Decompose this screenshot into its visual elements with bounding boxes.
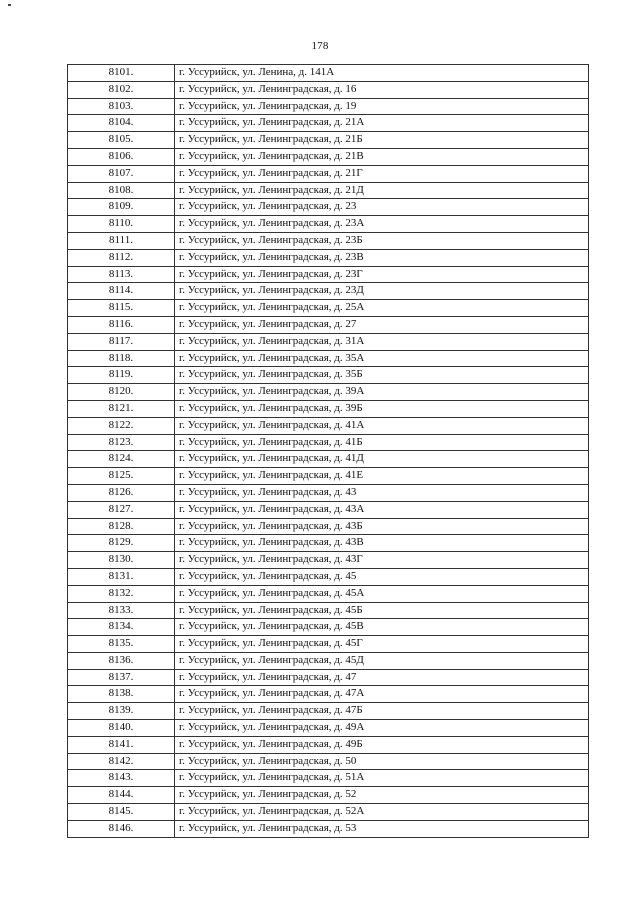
row-number-cell: 8112.	[68, 249, 175, 266]
table-row	[68, 232, 589, 249]
address-cell: г. Уссурийск, ул. Ленинградская, д. 47А	[175, 686, 589, 703]
row-number-cell: 8123.	[68, 434, 175, 451]
row-number-cell: 8144.	[68, 787, 175, 804]
table-row	[68, 770, 589, 787]
row-number-cell: 8136.	[68, 652, 175, 669]
address-cell: г. Уссурийск, ул. Ленинградская, д. 39Б	[175, 400, 589, 417]
row-number-cell: 8141.	[68, 736, 175, 753]
address-cell: г. Уссурийск, ул. Ленинградская, д. 21Б	[175, 132, 589, 149]
address-cell: г. Уссурийск, ул. Ленинградская, д. 31А	[175, 333, 589, 350]
row-number-cell: 8106.	[68, 148, 175, 165]
table-row	[68, 249, 589, 266]
row-number-cell: 8139.	[68, 703, 175, 720]
table-row	[68, 652, 589, 669]
row-number-cell: 8113.	[68, 266, 175, 283]
row-number-cell: 8109.	[68, 199, 175, 216]
address-cell: г. Уссурийск, ул. Ленинградская, д. 43	[175, 484, 589, 501]
address-cell: г. Уссурийск, ул. Ленинградская, д. 49Б	[175, 736, 589, 753]
table-row	[68, 501, 589, 518]
row-number-cell: 8134.	[68, 619, 175, 636]
address-cell: г. Уссурийск, ул. Ленинградская, д. 43Б	[175, 518, 589, 535]
address-cell: г. Уссурийск, ул. Ленинградская, д. 39А	[175, 384, 589, 401]
table-row	[68, 81, 589, 98]
table-row	[68, 451, 589, 468]
address-cell: г. Уссурийск, ул. Ленинградская, д. 41Е	[175, 468, 589, 485]
row-number-cell: 8105.	[68, 132, 175, 149]
address-cell: г. Уссурийск, ул. Ленинградская, д. 47Б	[175, 703, 589, 720]
table-row	[68, 115, 589, 132]
table-row	[68, 148, 589, 165]
table-row	[68, 703, 589, 720]
row-number-cell: 8121.	[68, 400, 175, 417]
address-cell: г. Уссурийск, ул. Ленинградская, д. 45Г	[175, 636, 589, 653]
address-cell: г. Уссурийск, ул. Ленинградская, д. 41Б	[175, 434, 589, 451]
table-row	[68, 518, 589, 535]
address-cell: г. Уссурийск, ул. Ленинградская, д. 43А	[175, 501, 589, 518]
row-number-cell: 8145.	[68, 804, 175, 821]
row-number-cell: 8103.	[68, 98, 175, 115]
address-cell: г. Уссурийск, ул. Ленинградская, д. 50	[175, 753, 589, 770]
table-row	[68, 736, 589, 753]
address-cell: г. Уссурийск, ул. Ленинградская, д. 23Б	[175, 232, 589, 249]
table-row	[68, 384, 589, 401]
address-cell: г. Уссурийск, ул. Ленинградская, д. 35А	[175, 350, 589, 367]
address-cell: г. Уссурийск, ул. Ленина, д. 141А	[175, 65, 589, 82]
table-row	[68, 400, 589, 417]
table-row	[68, 468, 589, 485]
row-number-cell: 8138.	[68, 686, 175, 703]
address-cell: г. Уссурийск, ул. Ленинградская, д. 16	[175, 81, 589, 98]
scan-mark	[8, 4, 11, 6]
page-number: 178	[311, 40, 329, 52]
address-cell: г. Уссурийск, ул. Ленинградская, д. 35Б	[175, 367, 589, 384]
row-number-cell: 8125.	[68, 468, 175, 485]
row-number-cell: 8143.	[68, 770, 175, 787]
address-cell: г. Уссурийск, ул. Ленинградская, д. 45	[175, 568, 589, 585]
row-number-cell: 8104.	[68, 115, 175, 132]
row-number-cell: 8119.	[68, 367, 175, 384]
address-cell: г. Уссурийск, ул. Ленинградская, д. 52	[175, 787, 589, 804]
address-cell: г. Уссурийск, ул. Ленинградская, д. 25А	[175, 300, 589, 317]
table-row	[68, 619, 589, 636]
address-cell: г. Уссурийск, ул. Ленинградская, д. 53	[175, 820, 589, 837]
row-number-cell: 8114.	[68, 283, 175, 300]
row-number-cell: 8124.	[68, 451, 175, 468]
row-number-cell: 8107.	[68, 165, 175, 182]
address-cell: г. Уссурийск, ул. Ленинградская, д. 45В	[175, 619, 589, 636]
row-number-cell: 8137.	[68, 669, 175, 686]
table-row	[68, 484, 589, 501]
table-row	[68, 216, 589, 233]
table-row	[68, 333, 589, 350]
table-row	[68, 535, 589, 552]
table-row	[68, 65, 589, 82]
address-cell: г. Уссурийск, ул. Ленинградская, д. 23А	[175, 216, 589, 233]
table-row	[68, 283, 589, 300]
address-cell: г. Уссурийск, ул. Ленинградская, д. 27	[175, 316, 589, 333]
table-row	[68, 686, 589, 703]
address-cell: г. Уссурийск, ул. Ленинградская, д. 52А	[175, 804, 589, 821]
row-number-cell: 8120.	[68, 384, 175, 401]
table-row	[68, 182, 589, 199]
table-row	[68, 316, 589, 333]
address-cell: г. Уссурийск, ул. Ленинградская, д. 45Д	[175, 652, 589, 669]
table-row	[68, 300, 589, 317]
row-number-cell: 8117.	[68, 333, 175, 350]
row-number-cell: 8130.	[68, 552, 175, 569]
table-row	[68, 367, 589, 384]
table-row	[68, 417, 589, 434]
table-row	[68, 669, 589, 686]
row-number-cell: 8131.	[68, 568, 175, 585]
address-cell: г. Уссурийск, ул. Ленинградская, д. 41Д	[175, 451, 589, 468]
address-cell: г. Уссурийск, ул. Ленинградская, д. 43В	[175, 535, 589, 552]
row-number-cell: 8102.	[68, 81, 175, 98]
row-number-cell: 8135.	[68, 636, 175, 653]
row-number-cell: 8118.	[68, 350, 175, 367]
row-number-cell: 8115.	[68, 300, 175, 317]
row-number-cell: 8142.	[68, 753, 175, 770]
address-cell: г. Уссурийск, ул. Ленинградская, д. 23	[175, 199, 589, 216]
row-number-cell: 8126.	[68, 484, 175, 501]
table-row	[68, 585, 589, 602]
row-number-cell: 8111.	[68, 232, 175, 249]
table-row	[68, 552, 589, 569]
row-number-cell: 8140.	[68, 720, 175, 737]
table-row	[68, 820, 589, 837]
table-body	[68, 65, 589, 838]
address-cell: г. Уссурийск, ул. Ленинградская, д. 21Г	[175, 165, 589, 182]
row-number-cell: 8116.	[68, 316, 175, 333]
address-cell: г. Уссурийск, ул. Ленинградская, д. 21В	[175, 148, 589, 165]
address-table	[67, 64, 589, 838]
table-row	[68, 602, 589, 619]
table-row	[68, 804, 589, 821]
row-number-cell: 8101.	[68, 65, 175, 82]
table-row	[68, 787, 589, 804]
table-row	[68, 266, 589, 283]
row-number-cell: 8110.	[68, 216, 175, 233]
address-cell: г. Уссурийск, ул. Ленинградская, д. 23В	[175, 249, 589, 266]
table-row	[68, 636, 589, 653]
table-row	[68, 568, 589, 585]
address-cell: г. Уссурийск, ул. Ленинградская, д. 45А	[175, 585, 589, 602]
address-cell: г. Уссурийск, ул. Ленинградская, д. 41А	[175, 417, 589, 434]
row-number-cell: 8132.	[68, 585, 175, 602]
row-number-cell: 8133.	[68, 602, 175, 619]
row-number-cell: 8128.	[68, 518, 175, 535]
address-cell: г. Уссурийск, ул. Ленинградская, д. 51А	[175, 770, 589, 787]
table-row	[68, 753, 589, 770]
table-row	[68, 98, 589, 115]
table-row	[68, 132, 589, 149]
table-row	[68, 350, 589, 367]
address-cell: г. Уссурийск, ул. Ленинградская, д. 19	[175, 98, 589, 115]
table-row	[68, 720, 589, 737]
row-number-cell: 8146.	[68, 820, 175, 837]
row-number-cell: 8108.	[68, 182, 175, 199]
address-cell: г. Уссурийск, ул. Ленинградская, д. 43Г	[175, 552, 589, 569]
table-row	[68, 165, 589, 182]
address-cell: г. Уссурийск, ул. Ленинградская, д. 49А	[175, 720, 589, 737]
row-number-cell: 8129.	[68, 535, 175, 552]
address-cell: г. Уссурийск, ул. Ленинградская, д. 23Д	[175, 283, 589, 300]
address-cell: г. Уссурийск, ул. Ленинградская, д. 21Д	[175, 182, 589, 199]
address-cell: г. Уссурийск, ул. Ленинградская, д. 23Г	[175, 266, 589, 283]
table-row	[68, 434, 589, 451]
row-number-cell: 8127.	[68, 501, 175, 518]
address-cell: г. Уссурийск, ул. Ленинградская, д. 21А	[175, 115, 589, 132]
address-cell: г. Уссурийск, ул. Ленинградская, д. 47	[175, 669, 589, 686]
row-number-cell: 8122.	[68, 417, 175, 434]
address-cell: г. Уссурийск, ул. Ленинградская, д. 45Б	[175, 602, 589, 619]
table-row	[68, 199, 589, 216]
